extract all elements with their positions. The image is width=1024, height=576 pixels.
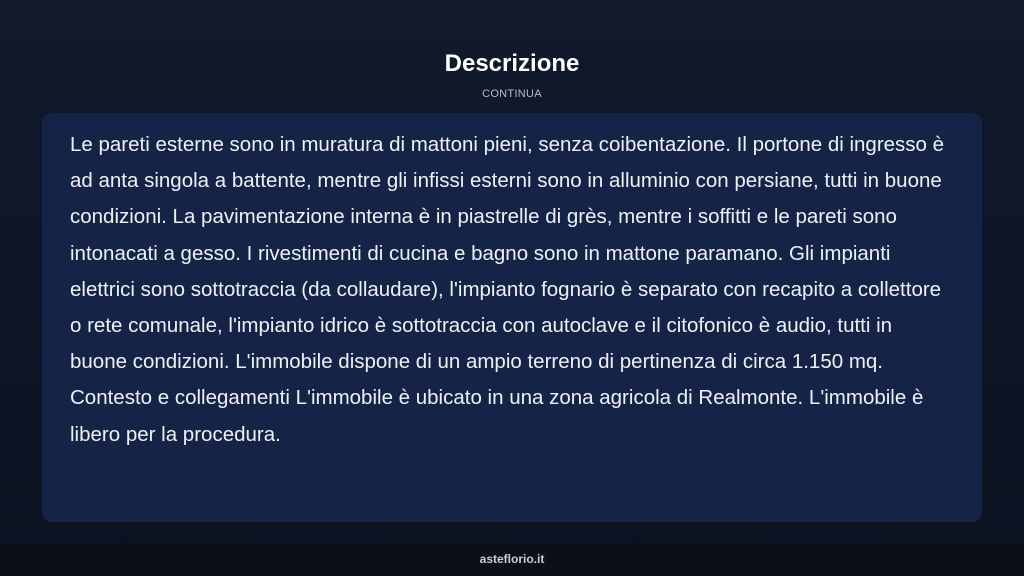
description-text: Le pareti esterne sono in muratura di mattoni pieni, senza coibentazione. Il portone di ingresso è ad anta singola a battente, mentre gli infissi esterni sono in alluminio con persiane, tutti in buone condizioni. La pavimentazione interna è in piastrelle di grès, mentre i soffitti e le pareti sono intonacati a gesso. I rivestimenti di cucina e bagno sono in mattone paramano. Gli impianti elettrici sono sottotraccia (da collaudare), l'impianto fognario è separato con recapito a collettore o rete comunale, l'impianto idrico è sottotraccia con autoclave e il citofonico è audio, tutti in buone condizioni. L'immobile dispone di un ampio terreno di pertinenza di circa 1.150 mq. Contesto e collegamenti L'immobile è ubicato in una zona agricola di Realmonte. L'immobile è libero per la procedura.: [70, 133, 945, 446]
continue-label: CONTINUA: [482, 88, 542, 100]
site-name: asteflorio.it: [479, 552, 545, 566]
footer-bar: [0, 543, 1024, 576]
header: [0, 48, 1024, 101]
description-card: [42, 113, 982, 522]
page-title: Descrizione: [444, 50, 580, 77]
